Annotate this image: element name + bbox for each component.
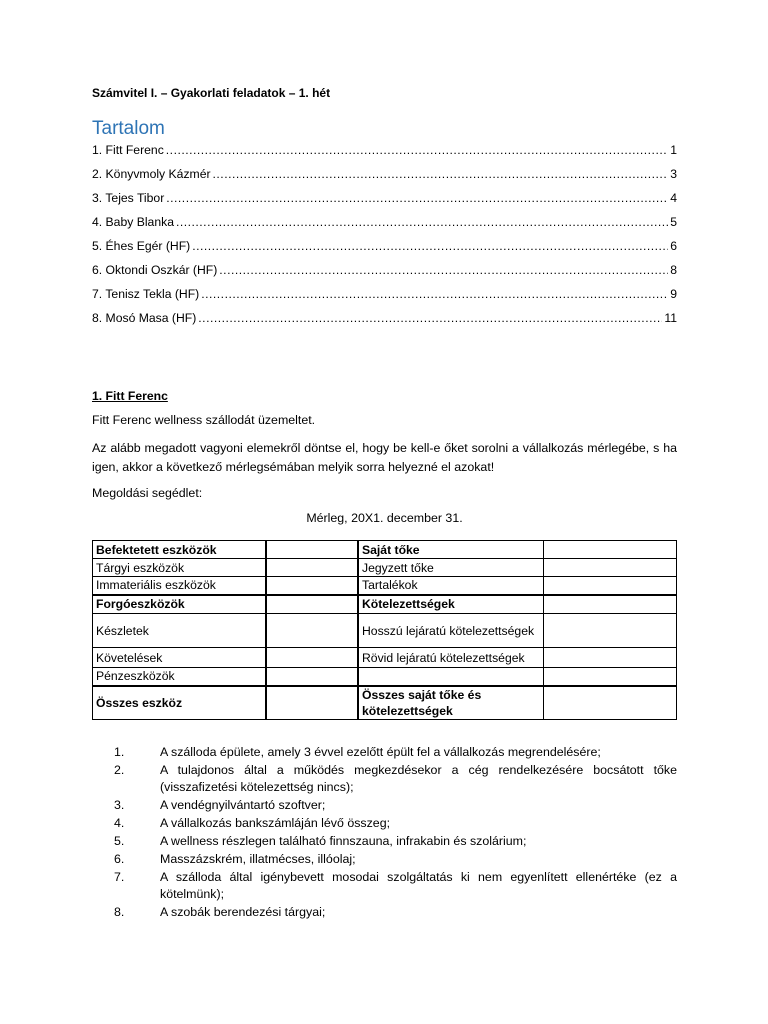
table-cell-blank xyxy=(544,668,677,686)
table-cell-blank xyxy=(266,648,358,668)
item-number: 3. xyxy=(114,798,125,812)
table-cell-left: Összes eszköz xyxy=(93,686,267,720)
item-number: 4. xyxy=(114,816,125,830)
toc-entry-page: 11 xyxy=(664,311,677,325)
table-cell-blank xyxy=(266,541,358,559)
document-title: Számvitel I. – Gyakorlati feladatok – 1. hét xyxy=(92,86,331,100)
table-cell-right xyxy=(358,668,544,686)
toc-entry-label: 1. Fitt Ferenc xyxy=(92,143,164,157)
table-row xyxy=(93,541,677,559)
paragraph-task: Az alább megadott vagyoni elemekről döntse el, hogy be kell-e őket sorolni a vállalkozás mérlegébe, s ha igen, akkor a következő mérlegsémában melyik sorra helyezné el azokat! xyxy=(92,441,677,474)
toc-entry[interactable] xyxy=(92,191,677,215)
table-cell-blank xyxy=(266,559,358,577)
item-text: A tulajdonos által a működés megkezdésekor a cég rendelkezésére bocsátott tőke (visszafizetési kötelezettség nincs); xyxy=(160,763,677,794)
item-text: Masszázskrém, illatmécses, illóolaj; xyxy=(160,852,356,866)
section-title: 1. Fitt Ferenc xyxy=(92,389,168,403)
table-cell-left: Immateriális eszközök xyxy=(93,577,267,595)
table-cell-left: Tárgyi eszközök xyxy=(93,559,267,577)
table-cell-right: Kötelezettségek xyxy=(358,595,544,614)
toc-entry-label: 6. Oktondi Oszkár (HF) xyxy=(92,263,218,277)
balance-sheet-table xyxy=(92,540,677,720)
toc-entry[interactable] xyxy=(92,239,677,263)
item-number: 7. xyxy=(114,870,125,884)
table-cell-left: Pénzeszközök xyxy=(93,668,267,686)
item-number: 1. xyxy=(114,745,125,759)
table-cell-right: Hosszú lejáratú kötelezettségek xyxy=(358,614,544,648)
toc-leader-dots xyxy=(176,215,668,229)
table-row xyxy=(93,559,677,577)
toc-leader-dots xyxy=(201,287,668,301)
toc-entry-label: 7. Tenisz Tekla (HF) xyxy=(92,287,200,301)
table-cell-blank xyxy=(544,577,677,595)
table-row xyxy=(93,648,677,668)
item-number: 2. xyxy=(114,763,125,777)
list-item xyxy=(92,904,677,921)
table-cell-right: Tartalékok xyxy=(358,577,544,595)
table-cell-blank xyxy=(544,559,677,577)
toc-entry-label: 2. Könyvmoly Kázmér xyxy=(92,167,211,181)
list-item xyxy=(92,762,677,796)
table-cell-blank xyxy=(266,614,358,648)
table-cell-right: Rövid lejáratú kötelezettségek xyxy=(358,648,544,668)
toc-entry[interactable] xyxy=(92,287,677,311)
toc-entry-label: 4. Baby Blanka xyxy=(92,215,174,229)
table-cell-blank xyxy=(266,577,358,595)
list-item xyxy=(92,851,677,868)
table-row xyxy=(93,668,677,686)
toc-entry[interactable] xyxy=(92,167,677,191)
item-text: A wellness részlegen található finnszauna, infrakabin és szolárium; xyxy=(160,834,527,848)
table-cell-right: Saját tőke xyxy=(358,541,544,559)
toc-entry-page: 5 xyxy=(670,215,677,229)
table-cell-blank xyxy=(544,686,677,720)
item-text: A szálloda épülete, amely 3 évvel ezelőtt épült fel a vállalkozás megrendelésére; xyxy=(160,745,601,759)
toc-leader-dots xyxy=(192,239,668,253)
table-cell-left: Befektetett eszközök xyxy=(93,541,267,559)
toc-entry-page: 3 xyxy=(670,167,677,181)
task-item-list xyxy=(92,744,677,922)
toc-entry-page: 8 xyxy=(670,263,677,277)
item-text: A vállalkozás bankszámláján lévő összeg; xyxy=(160,816,391,830)
table-cell-blank xyxy=(544,648,677,668)
toc-entry[interactable] xyxy=(92,215,677,239)
list-item xyxy=(92,869,677,903)
toc-entry-label: 8. Mosó Masa (HF) xyxy=(92,311,197,325)
table-cell-right: Összes saját tőke és kötelezettségek xyxy=(358,686,544,720)
toc-leader-dots xyxy=(198,311,662,325)
toc-entry[interactable] xyxy=(92,263,677,287)
toc-entry-label: 5. Éhes Egér (HF) xyxy=(92,239,191,253)
table-row xyxy=(93,595,677,614)
paragraph-hint: Megoldási segédlet: xyxy=(92,486,203,500)
item-number: 6. xyxy=(114,852,125,866)
table-cell-left: Forgóeszközök xyxy=(93,595,267,614)
table-cell-blank xyxy=(544,614,677,648)
list-item xyxy=(92,833,677,850)
table-row xyxy=(93,686,677,720)
item-text: A vendégnyilvántartó szoftver; xyxy=(160,798,326,812)
toc-entry-page: 4 xyxy=(670,191,677,205)
toc-entry[interactable] xyxy=(92,311,677,335)
item-number: 8. xyxy=(114,905,125,919)
toc-entry-page: 1 xyxy=(670,143,677,157)
toc-entry-page: 9 xyxy=(670,287,677,301)
table-caption: Mérleg, 20X1. december 31. xyxy=(306,511,463,525)
table-cell-right: Jegyzett tőke xyxy=(358,559,544,577)
toc-leader-dots xyxy=(166,143,668,157)
table-cell-blank xyxy=(266,595,358,614)
table-cell-blank xyxy=(544,541,677,559)
table-row xyxy=(93,614,677,648)
toc-entry[interactable] xyxy=(92,143,677,167)
list-item xyxy=(92,797,677,814)
table-row xyxy=(93,577,677,595)
toc-leader-dots xyxy=(219,263,668,277)
list-item xyxy=(92,815,677,832)
paragraph-intro: Fitt Ferenc wellness szállodát üzemeltet. xyxy=(92,413,316,427)
item-text: A szobák berendezési tárgyai; xyxy=(160,905,326,919)
list-item xyxy=(92,744,677,761)
table-cell-left: Követelések xyxy=(93,648,267,668)
toc-heading: Tartalom xyxy=(92,118,165,139)
toc-entry-page: 6 xyxy=(670,239,677,253)
table-cell-left: Készletek xyxy=(93,614,267,648)
toc-leader-dots xyxy=(213,167,669,181)
table-of-contents xyxy=(92,143,677,335)
table-cell-blank xyxy=(266,686,358,720)
item-text: A szálloda által igénybevett mosodai szolgáltatás ki nem egyenlített ellenértéke (ez a kötelmünk); xyxy=(160,870,677,901)
table-cell-blank xyxy=(544,595,677,614)
toc-leader-dots xyxy=(166,191,668,205)
item-number: 5. xyxy=(114,834,125,848)
toc-entry-label: 3. Tejes Tibor xyxy=(92,191,165,205)
table-cell-blank xyxy=(266,668,358,686)
